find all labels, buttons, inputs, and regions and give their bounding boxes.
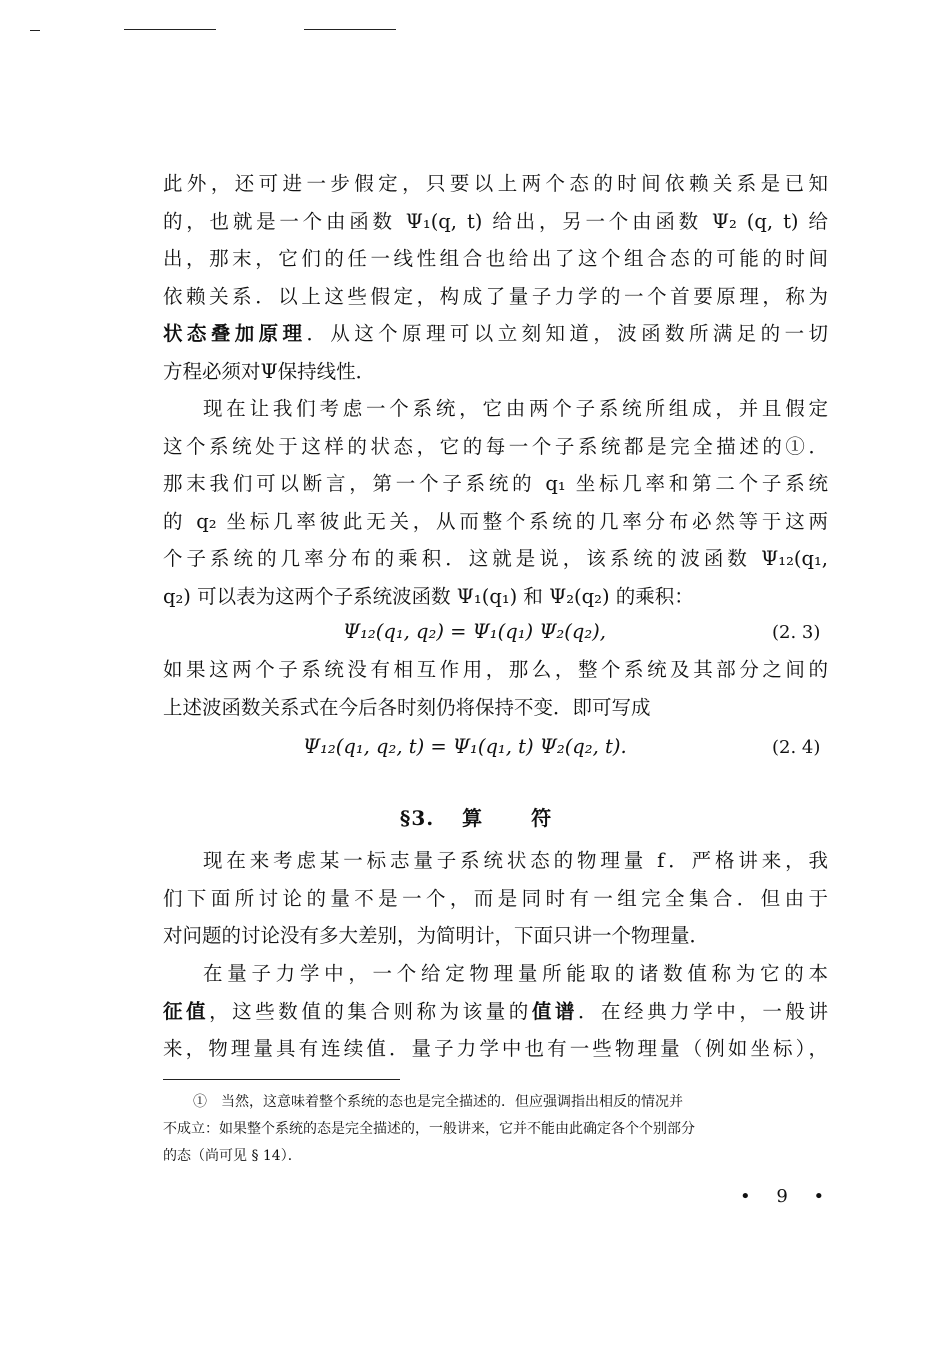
- paragraph-subsystems: [163, 390, 828, 615]
- text-line: 现在让我们考虑一个系统，它由两个子系统所组成，并且假定: [203, 397, 828, 420]
- footnote: [163, 1089, 828, 1170]
- paragraph-eigenvalues: [163, 955, 828, 1068]
- text-line: 依赖关系．以上这些假定，构成了量子力学的一个首要原理，称为: [163, 284, 828, 308]
- text-line: 个子系统的几率分布的乘积．这就是说，该系统的波函数 Ψ₁₂(q₁,: [163, 547, 828, 570]
- section-title-char: 算: [462, 806, 484, 830]
- equation-2-3: Ψ₁₂(q₁, q₂) = Ψ₁(q₁) Ψ₂(q₂),: [343, 620, 606, 643]
- text-line: 的，也就是一个由函数 Ψ₁(q, t) 给出，另一个由函数 Ψ₂ (q, t) 给: [163, 209, 828, 233]
- text-line: 这个系统处于这样的状态，它的每一个子系统都是完全描述的①．: [163, 434, 828, 458]
- equation-2-4: Ψ₁₂(q₁, q₂, t) = Ψ₁(q₁, t) Ψ₂(q₂, t).: [303, 735, 627, 758]
- footnote-line: 不成立：如果整个系统的态是完全描述的，一般讲来，它并不能由此确定各个个别部分: [163, 1121, 695, 1137]
- top-rule-short: [30, 30, 40, 31]
- text-line: 出，那末，它们的任一线性组合也给出了这个组合态的可能的时间: [163, 247, 828, 270]
- term-superposition-principle: 状态叠加原理: [163, 322, 307, 345]
- text-line: 在量子力学中，一个给定物理量所能取的诸数值称为它的本: [203, 962, 828, 985]
- footnote-rule: [163, 1079, 400, 1080]
- equation-number-2-3: (2. 3): [772, 622, 821, 643]
- text-line: [163, 993, 828, 1031]
- text-line: 方程必须对Ψ保持线性．: [163, 359, 376, 383]
- text-line: q₂) 可以表为这两个子系统波函数 Ψ₁(q₁) 和 Ψ₂(q₂) 的乘积：: [163, 584, 694, 608]
- term-spectrum: 值谱: [531, 999, 578, 1023]
- paragraph-physical-quantity: [163, 842, 828, 955]
- text-line: 现在来考虑某一标志量子系统状态的物理量 f．严格讲来，我: [203, 849, 828, 872]
- text-line: 那末我们可以断言，第一个子系统的 q₁ 坐标几率和第二个子系统: [163, 472, 828, 495]
- term-eigenvalue: 征值: [163, 999, 210, 1023]
- section-title-char: 符: [531, 806, 553, 830]
- page-number: • 9 •: [740, 1186, 835, 1207]
- text-line: [163, 315, 828, 353]
- footnote-line: ① 当然，这意味着整个系统的态也是完全描述的．但应强调指出相反的情况并: [193, 1094, 683, 1110]
- text-line: 如果这两个子系统没有相互作用，那么，整个系统及其部分之间的: [163, 658, 828, 681]
- text-line: 上述波函数关系式在今后各时刻仍将保持不变．即可写成: [163, 695, 651, 719]
- text-line: 来，物理量具有连续值．量子力学中也有一些物理量（例如坐标），: [163, 1037, 828, 1060]
- paragraph-superposition: [163, 165, 828, 390]
- text-line: 对问题的讨论没有多大差别，为简明计，下面只讲一个物理量．: [163, 924, 710, 947]
- text-fragment: ．在经典力学中，一般讲: [577, 999, 828, 1023]
- text-fragment: ．从这个原理可以立刻知道，波函数所满足的一切: [306, 322, 828, 345]
- text-fragment: ，这些数值的集合则称为该量的: [209, 999, 532, 1023]
- top-rule-right: [304, 29, 396, 30]
- section-heading: [0, 802, 952, 831]
- text-line: 此外，还可进一步假定，只要以上两个态的时间依赖关系是已知: [163, 172, 828, 195]
- text-line: 的 q₂ 坐标几率彼此无关，从而整个系统的几率分布必然等于这两: [163, 509, 828, 533]
- text-line: 们下面所讨论的量不是一个，而是同时有一组完全集合．但由于: [163, 886, 828, 910]
- section-number: §3.: [399, 806, 435, 830]
- footnote-line: 的态（尚可见 § 14）．: [163, 1148, 302, 1164]
- paragraph-no-interaction: [163, 651, 828, 726]
- equation-number-2-4: (2. 4): [772, 737, 821, 758]
- top-rule-left: [124, 29, 216, 30]
